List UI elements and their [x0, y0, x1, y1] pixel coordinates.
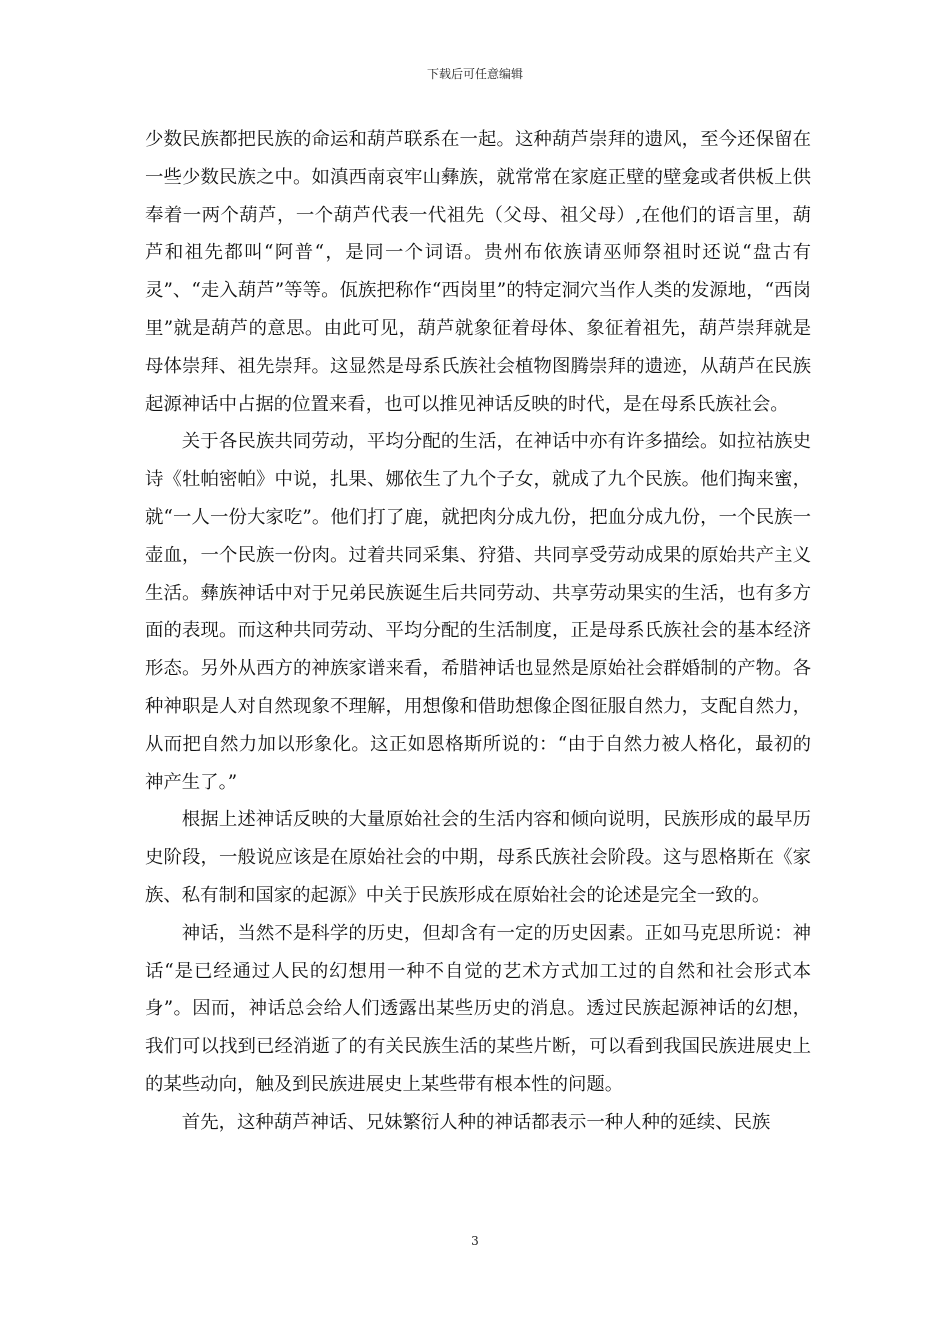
- paragraph: 神话，当然不是科学的历史，但却含有一定的历史因素。正如马克思所说：神话“是已经通过人民的幻想用一种不自觉的艺术方式加工过的自然和社会形式本身”。因而，神话总会给人们透露出某些历史的消息。透过民族起源神话的幻想，我们可以找到已经消逝了的有关民族生活的某些片断，可以看到我国民族进展史上的某些动向，触及到民族进展史上某些带有根本性的问题。: [145, 922, 811, 1095]
- page-header: 下载后可任意编辑: [426, 67, 523, 81]
- paragraph: 根据上述神话反映的大量原始社会的生活内容和倾向说明，民族形成的最早历史阶段，一般说应该是在原始社会的中期，母系氏族社会阶段。这与恩格斯在《家族、私有制和国家的起源》中关于民族形成在原始社会的论述是完全一致的。: [145, 809, 811, 906]
- body-text: [145, 121, 811, 1142]
- paragraph: 关于各民族共同劳动，平均分配的生活，在神话中亦有许多描绘。如拉祜族史诗《牡帕密帕》中说，扎果、娜依生了九个子女，就成了九个民族。他们掏来蜜，就“一人一份大家吃”。他们打了鹿，就把肉分成九份，把血分成九份，一个民族一壶血，一个民族一份肉。过着共同采集、狩猎、共同享受劳动成果的原始共产主义生活。彝族神话中对于兄弟民族诞生后共同劳动、共享劳动果实的生活，也有多方面的表现。而这种共同劳动、平均分配的生活制度，正是母系氏族社会的基本经济形态。另外从西方的神族家谱来看，希腊神话也显然是原始社会群婚制的产物。各种神职是人对自然现象不理解，用想像和借助想像企图征服自然力，支配自然力，从而把自然力加以形象化。这正如恩格斯所说的：“由于自然力被人格化，最初的神产生了。”: [145, 431, 811, 793]
- page-number: 3: [471, 1234, 479, 1248]
- paragraph: 少数民族都把民族的命运和葫芦联系在一起。这种葫芦崇拜的遗风，至今还保留在一些少数民族之中。如滇西南哀牢山彝族，就常常在家庭正壁的壁龛或者供板上供奉着一两个葫芦，一个葫芦代表一代祖先（父母、祖父母）,在他们的语言里，葫芦和祖先都叫“阿普“，是同一个词语。贵州布依族请巫师祭祖时还说“盘古有灵”、“走入葫芦”等等。佤族把称作“西岗里”的特定洞穴当作人类的发源地，“西岗里”就是葫芦的意思。由此可见，葫芦就象征着母体、象征着祖先，葫芦崇拜就是母体崇拜、祖先崇拜。这显然是母系氏族社会植物图腾崇拜的遗迹，从葫芦在民族起源神话中占据的位置来看，也可以推见神话反映的时代，是在母系氏族社会。: [145, 129, 811, 415]
- paragraph: 首先，这种葫芦神话、兄妹繁衍人种的神话都表示一种人种的延续、民族: [181, 1111, 771, 1133]
